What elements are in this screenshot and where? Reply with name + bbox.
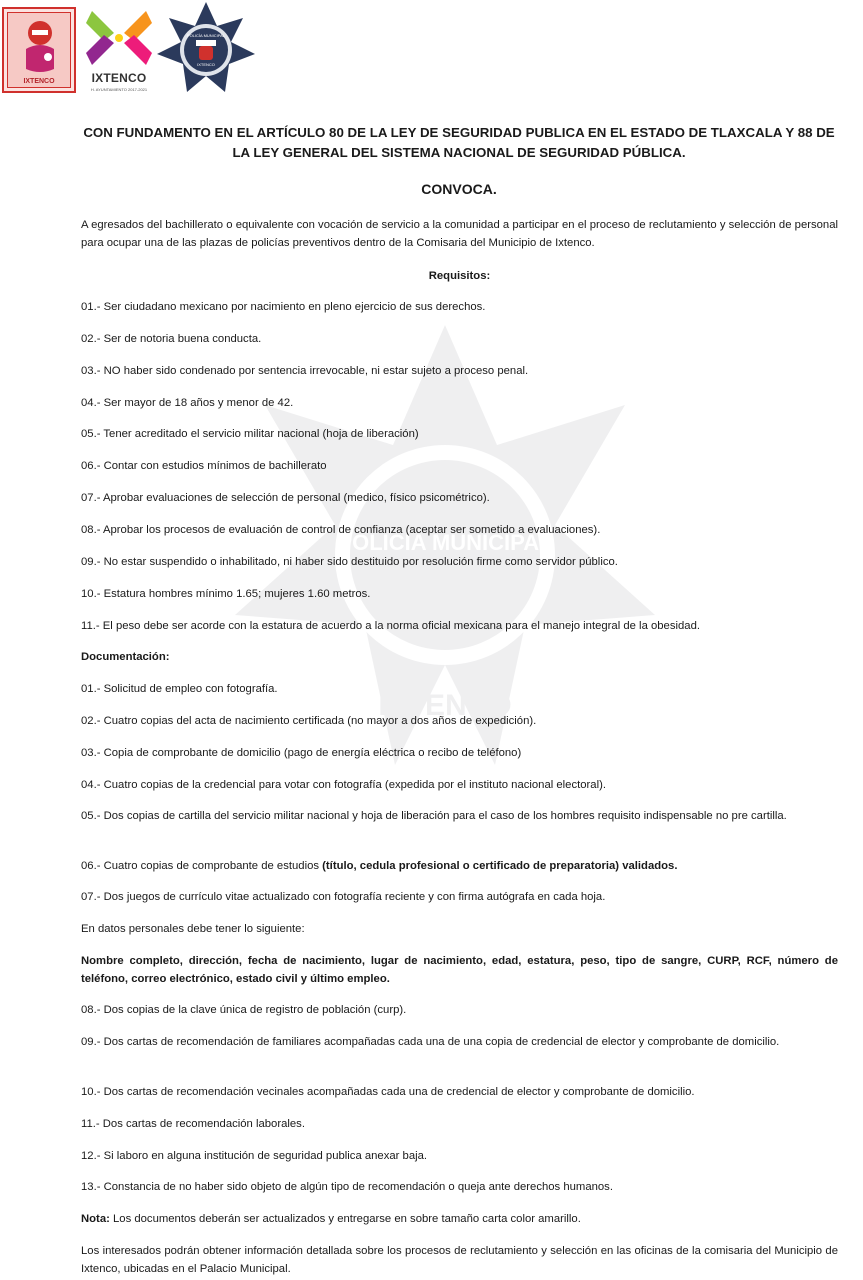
requisito-item: 11.- El peso debe ser acorde con la estatura de acuerdo a la norma oficial mexicana para el manejo integral de la obesidad.: [81, 620, 700, 632]
x-flower-icon: [84, 7, 154, 69]
requisito-item: 03.- NO haber sido condenado por sentencia irrevocable, ni estar sujeto a proceso penal.: [81, 365, 529, 377]
requisitos-heading: Requisitos:: [428, 270, 491, 282]
document-subtitle: CONVOCA.: [421, 181, 497, 197]
watermark-top-text: POLICÍA MUNICIPAL: [337, 530, 553, 555]
logo2-subtitle: H. AYUNTAMIENTO 2017-2021: [90, 87, 148, 92]
documento-item: 09.- Dos cartas de recomendación de familiares acompañadas cada una de una copia de credencial de elector y comprobante de domicilio.: [81, 1036, 780, 1048]
documento-item: 05.- Dos copias de cartilla del servicio militar nacional y hoja de liberación para el caso de los hombres requisito indispensable no pre cartilla.: [81, 810, 787, 822]
datos-personales: Nombre completo, dirección, fecha de nacimiento, lugar de nacimiento, edad, estatura, peso, tipo de sangre, CURP, RCF, número de teléfono, correo electrónico, estado civil y último empleo.: [81, 955, 838, 985]
documento-item: 04.- Cuatro copias de la credencial para votar con fotografía (expedida por el instituto nacional electoral).: [81, 779, 606, 791]
ixtenco-municipal-logo: [2, 7, 76, 93]
documento-item: 03.- Copia de comprobante de domicilio (pago de energía eléctrica o recibo de teléfono): [81, 747, 522, 759]
requisito-item: 05.- Tener acreditado el servicio militar nacional (hoja de liberación): [81, 428, 419, 440]
requisito-item: 01.- Ser ciudadano mexicano por nacimiento en pleno ejercicio de sus derechos.: [81, 301, 486, 313]
logo2-name: IXTENCO: [91, 71, 147, 85]
document-title: CON FUNDAMENTO EN EL ARTÍCULO 80 DE LA LEY DE SEGURIDAD PUBLICA EN EL ESTADO DE TLAXCALA Y 88 DE LA LEY GENERAL DEL SISTEMA NACIONAL DE SEGURIDAD PÚBLICA.: [83, 125, 835, 160]
documento-item: 02.- Cuatro copias del acta de nacimiento certificada (no mayor a dos años de expedición).: [81, 715, 537, 727]
documento-item: 13.- Constancia de no haber sido objeto de algún tipo de recomendación o queja ante derechos humanos.: [81, 1181, 613, 1193]
watermark-bottom-text: IXTENCO: [378, 689, 512, 722]
doc06-prefix: 06.- Cuatro copias de comprobante de estudios: [81, 860, 323, 872]
documento-item: 08.- Dos copias de la clave única de registro de población (curp).: [81, 1004, 407, 1016]
documento-item: 12.- Si laboro en alguna institución de seguridad publica anexar baja.: [81, 1150, 428, 1162]
documento-item: 10.- Dos cartas de recomendación vecinales acompañadas cada una de credencial de elector y comprobante de domicilio.: [81, 1086, 695, 1098]
requisito-item: 02.- Ser de notoria buena conducta.: [81, 333, 262, 345]
closing-paragraph: Los interesados podrán obtener información detallada sobre los procesos de reclutamiento y selección en las oficinas de la comisaria del Municipio de Ixtenco, ubicadas en el Palacio Municipal.: [81, 1245, 838, 1275]
documento-item: 01.- Solicitud de empleo con fotografía.: [81, 683, 278, 695]
logo1-text: IXTENCO: [23, 78, 55, 85]
documentacion-heading: Documentación:: [81, 651, 170, 663]
documento-item-06: [81, 857, 838, 875]
datos-intro: En datos personales debe tener lo siguiente:: [81, 923, 305, 935]
nota-text: Los documentos deberán ser actualizados y entregarse en sobre tamaño carta color amarillo.: [109, 1213, 581, 1225]
documento-item: 07.- Dos juegos de currículo vitae actualizado con fotografía reciente y con firma autógrafa en cada hoja.: [81, 891, 606, 903]
intro-paragraph: A egresados del bachillerato o equivalente con vocación de servicio a la comunidad a participar en el proceso de reclutamiento y selección de personal para ocupar una de las plazas de policías preventivos dentro de la Comisaria del Municipio de Ixtenco.: [81, 219, 838, 249]
requisito-item: 06.- Contar con estudios mínimos de bachillerato: [81, 460, 327, 472]
documento-item: 11.- Dos cartas de recomendación laborales.: [81, 1118, 305, 1130]
badge-top-text: POLICÍA MUNICIPAL: [186, 33, 226, 38]
badge-bottom-text: IXTENCO: [197, 62, 215, 67]
police-star-watermark: [235, 325, 655, 765]
police-badge-logo: [157, 2, 255, 98]
requisito-item: 07.- Aprobar evaluaciones de selección de personal (medico, físico psicométrico).: [81, 492, 490, 504]
nota-label: Nota:: [81, 1213, 110, 1225]
requisito-item: 09.- No estar suspendido o inhabilitado, ni haber sido destituido por resolución firme como servidor público.: [81, 556, 618, 568]
doc06-bold: (título, cedula profesional o certificado de preparatoria) validados.: [322, 860, 678, 872]
nota-paragraph: [81, 1210, 838, 1228]
requisito-item: 08.- Aprobar los procesos de evaluación de control de confianza (aceptar ser sometido a evaluaciones).: [81, 524, 601, 536]
ixtenco-ayuntamiento-logo: [84, 7, 154, 95]
requisito-item: 10.- Estatura hombres mínimo 1.65; mujeres 1.60 metros.: [81, 588, 371, 600]
requisito-item: 04.- Ser mayor de 18 años y menor de 42.: [81, 397, 294, 409]
